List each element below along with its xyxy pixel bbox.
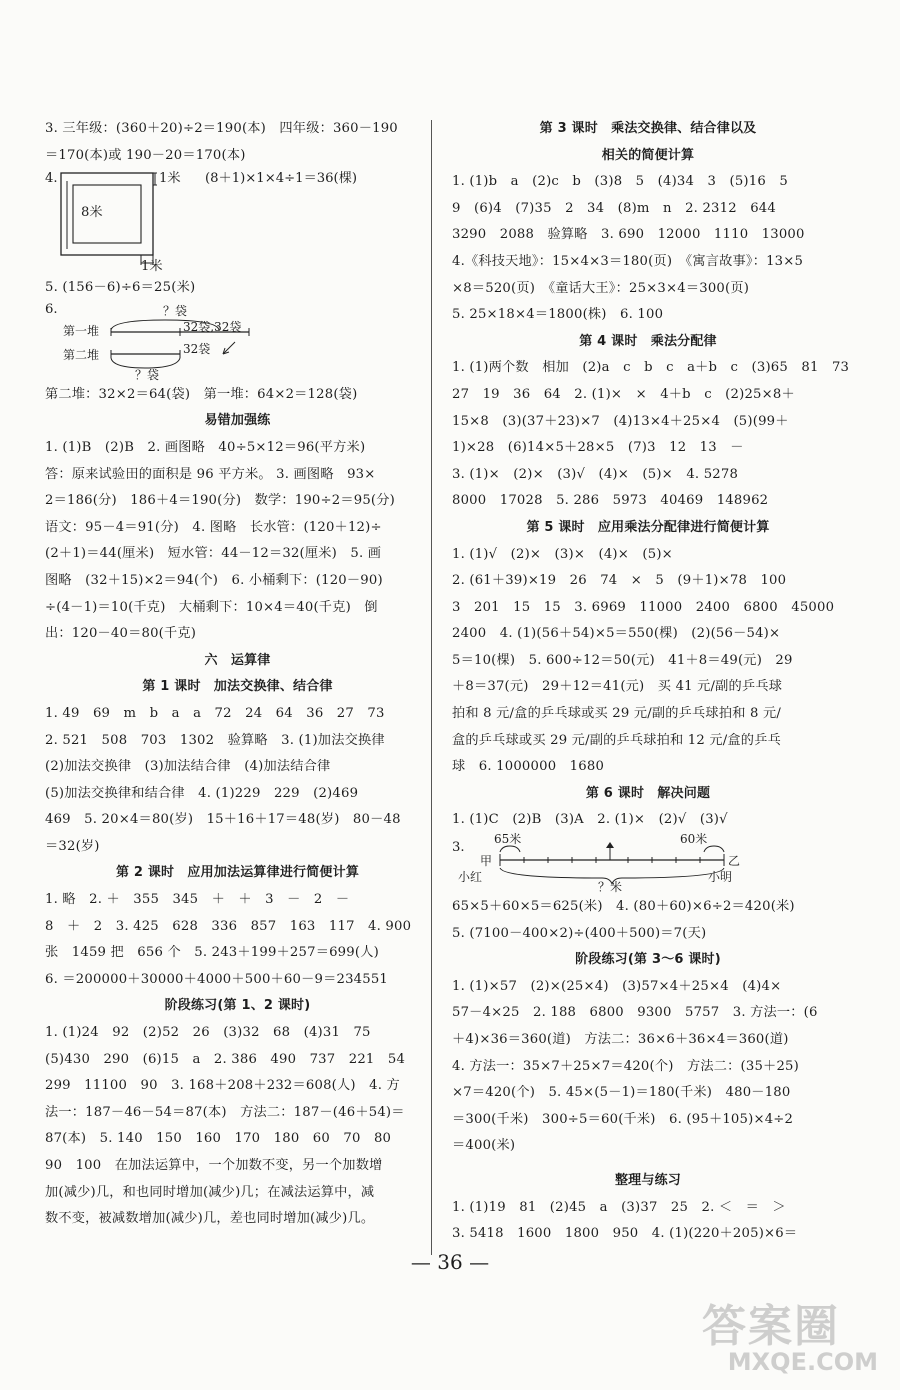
answer-line: 球 6. 1000000 1680: [452, 759, 605, 775]
lesson-heading: 相关的简便计算: [601, 147, 695, 163]
point-yi: 乙: [728, 854, 741, 869]
question-number: 3.: [452, 840, 465, 856]
lesson-heading: 第 5 课时 应用乘法分配律进行简便计算: [526, 519, 770, 535]
answer-line: 2. (61＋39)×19 26 74 × 5 (9＋1)×78 100: [452, 573, 787, 589]
left-distance: 65米: [494, 832, 522, 847]
answer-line: (5)430 290 (6)15 a 2. 386 490 737 221 54: [45, 1051, 406, 1067]
answer-line: 3290 2088 验算略 3. 690 12000 1110 13000: [452, 227, 805, 243]
left-column: [45, 116, 430, 1233]
pile-two-bags: 32袋: [183, 341, 211, 356]
answer-line: 法一：187－46－54＝87(本) 方法二：187－(46＋54)＝: [45, 1104, 405, 1120]
answer-line: 469 5. 20×4＝80(岁) 15＋16＋17＝48(岁) 80－48: [45, 812, 401, 828]
answer-line: 1. (1)24 92 (2)52 26 (3)32 68 (4)31 75: [45, 1025, 371, 1041]
answer-line: 拍和 8 元/盒的乒乓球或买 29 元/副的乒乓球拍和 8 元/: [452, 706, 782, 722]
figure-walk: [452, 834, 844, 894]
review-heading: 整理与练习: [614, 1172, 681, 1188]
answer-line: 1. 略 2. ＋ 355 345 ＋ ＋ 3 － 2 －: [45, 892, 350, 908]
pile-one-bags: 32袋,32袋: [183, 319, 242, 334]
answer-line: 5＝10(棵) 5. 600÷12＝50(元) 41＋8＝49(元) 29: [452, 652, 793, 668]
answer-line: 1)×28 (6)14×5＋28×5 (7)3 12 13 －: [452, 440, 744, 456]
answer-line: 3. (1)× (2)× (3)√ (4)× (5)× 4. 5278: [452, 466, 739, 482]
answer-line: ×7＝420(个) 5. 45×(5－1)＝180(千米) 480－180: [452, 1085, 791, 1101]
answer-line: 1. 49 69 m b a a 72 24 64 36 27 73: [45, 705, 385, 721]
answer-line: 1. (1)19 81 (2)45 a (3)37 25 2. ＜ ＝ ＞: [452, 1199, 786, 1215]
answer-line: 1. (1)C (2)B (3)A 2. (1)× (2)√ (3)√: [452, 812, 728, 828]
question-number: 4.: [45, 171, 58, 187]
total-question: ？米: [598, 880, 623, 895]
unit-heading: 六 运算律: [204, 652, 271, 668]
answer-line: 1. (1)两个数 相加 (2)a c b c a＋b c (3)65 81 73: [452, 360, 850, 376]
answer-line: ＝300(千米) 300÷5＝60(千米) 6. (95＋105)×4÷2: [452, 1111, 794, 1127]
question-number: 6.: [45, 301, 58, 317]
figure-bags: [45, 302, 430, 382]
garden-diagram: [45, 169, 205, 275]
answer-line: ＝400(米): [452, 1138, 516, 1154]
answer-line: ＝32(岁): [45, 838, 100, 854]
answer-line: 2＝186(分) 186＋4＝190(分) 数学：190÷2＝95(分): [45, 493, 396, 509]
pile-one-label: 第一堆: [63, 323, 100, 338]
total-question: ？袋: [163, 303, 188, 318]
answer-line: 4. 方法一：35×7＋25×7＝420(个) 方法二：(35＋25): [452, 1058, 799, 1074]
width-label: 1米: [159, 171, 181, 187]
gap-label: 1米: [141, 259, 163, 275]
page-number: — 36 —: [410, 1250, 490, 1274]
practice-heading: 阶段练习(第 1、2 课时): [164, 998, 311, 1014]
answer-line: ÷(4－1)＝10(千克) 大桶剩下：10×4＝40(千克) 倒: [45, 599, 378, 615]
watermark-url: MXQE.COM: [727, 1348, 878, 1376]
answer-line: ×8＝520(页) 《童话大王》：25×3×4＝300(页): [452, 280, 750, 296]
answer-line: 9 (6)4 (7)35 2 34 (8)m n 2. 2312 644: [452, 200, 776, 216]
practice-heading: 阶段练习(第 3～6 课时): [575, 952, 721, 968]
answer-line: 87(本) 5. 140 150 160 170 180 60 70 80: [45, 1131, 392, 1147]
answer-line: 盒的乒乓球或买 29 元/副的乒乓球拍和 12 元/盒的乒乓: [452, 732, 781, 748]
lesson-heading: 第 6 课时 解决问题: [585, 785, 711, 801]
xiaoming-label: 小明: [708, 870, 733, 885]
answer-line: 加(减少)几，和也同时增加(减少)几；在减法运算中，减: [45, 1184, 375, 1200]
section-heading: 易错加强练: [204, 413, 271, 429]
answer-line: 65×5＋60×5＝625(米) 4. (80＋60)×6÷2＝420(米): [452, 899, 795, 915]
right-column: [452, 116, 850, 1248]
xiaohong-label: 小红: [458, 870, 483, 885]
answer-line: 1. (1)B (2)B 2. 画图略 40÷5×12＝96(平方米): [45, 439, 366, 455]
answer-line: ＝170(本)或 190－20＝170(本): [45, 147, 246, 163]
answer-line: 5. 25×18×4＝1800(株) 6. 100: [452, 307, 664, 323]
column-divider: [431, 120, 432, 1255]
answer-line: 57－4×25 2. 188 6800 9300 5757 3. 方法一：(6: [452, 1005, 818, 1021]
answer-line: 3 201 15 15 3. 6969 11000 2400 6800 45000: [452, 599, 835, 615]
answer-line: 8000 17028 5. 286 5973 40469 148962: [452, 493, 769, 509]
answer-line: 1. (1)b a (2)c b (3)8 5 (4)34 3 (5)16 5: [452, 174, 788, 190]
answer-line: 3. 三年级：(360＋20)÷2＝190(本) 四年级：360－190: [45, 121, 398, 136]
answer-line: 1. (1)×57 (2)×(25×4) (3)57×4＋25×4 (4)4×: [452, 978, 782, 994]
length-label: 8米: [81, 205, 103, 221]
point-jia: 甲: [480, 854, 493, 869]
pile-two-question: ？袋: [135, 367, 160, 382]
lesson-heading: 第 2 课时 应用加法运算律进行简便计算: [115, 865, 360, 881]
lesson-heading: 第 1 课时 加法交换律、结合律: [142, 679, 333, 695]
answer-line: 5. (156－6)÷6＝25(米): [45, 280, 196, 296]
answer-line: 299 11100 90 3. 168＋208＋232＝608(人) 4. 方: [45, 1078, 400, 1094]
answer-line: 1. (1)√ (2)× (3)× (4)× (5)×: [452, 546, 673, 562]
answer-line: (2)加法交换律 (3)加法结合律 (4)加法结合律: [45, 759, 331, 775]
lesson-heading: 第 3 课时 乘法交换律、结合律以及: [539, 121, 757, 136]
watermark-logo: 答案圈: [702, 1301, 840, 1352]
answer-line: ＋8＝37(元) 29＋12＝41(元) 买 41 元/副的乒乓球: [452, 679, 783, 695]
answer-line: 15×8 (3)(37＋23)×7 (4)13×4＋25×4 (5)(99＋: [452, 413, 789, 429]
pile-two-label: 第二堆: [63, 347, 100, 362]
answer-line: 3. 5418 1600 1800 950 4. (1)(220＋205)×6＝: [452, 1226, 798, 1242]
answer-line: ＋4)×36＝360(道) 方法二：36×6＋36×4＝360(道): [452, 1032, 789, 1047]
figure-garden: [45, 169, 430, 275]
answer-line: 5. (7100－400×2)÷(400＋500)＝7(天): [452, 925, 707, 941]
answer-line: 张 1459 把 656 个 5. 243＋199＋257＝699(人): [45, 945, 379, 961]
answer-line: 出：120－40＝80(千克): [45, 626, 197, 642]
answer-line: 数不变，被减数增加(减少)几，差也同时增加(减少)几。: [45, 1211, 375, 1227]
answer-line: (5)加法交换律和结合律 4. (1)229 229 (2)469: [45, 785, 359, 801]
answer-line: 4.《科技天地》：15×4×3＝180(页) 《寓言故事》：13×5: [452, 253, 804, 269]
answer-line: (2＋1)＝44(厘米) 短水管：44－12＝32(厘米) 5. 画: [45, 546, 382, 562]
lesson-heading: 第 4 课时 乘法分配律: [579, 333, 717, 349]
answer-line: 6. ＝200000＋30000＋4000＋500＋60－9＝234551: [45, 971, 389, 987]
right-distance: 60米: [680, 832, 708, 847]
answer-line: 90 100 在加法运算中，一个加数不变，另一个加数增: [45, 1158, 383, 1173]
answer-line: 2. 521 508 703 1302 验算略 3. (1)加法交换律: [45, 732, 385, 748]
formula: (8＋1)×1×4÷1＝36(棵): [205, 171, 358, 187]
answer-line: 8 ＋ 2 3. 425 628 336 857 163 117 4. 900: [45, 918, 412, 934]
answer-line: 语文：95－4＝91(分) 4. 图略 长水管：(120＋12)÷: [45, 519, 382, 535]
answer-line: 答：原来试验田的面积是 96 平方米。 3. 画图略 93×: [45, 466, 376, 482]
answer-line: 图略 (32＋15)×2＝94(个) 6. 小桶剩下：(120－90): [45, 572, 383, 588]
answer-line: 第二堆：32×2＝64(袋) 第一堆：64×2＝128(袋): [45, 386, 358, 402]
answer-line: 2400 4. (1)(56＋54)×5＝550(棵) (2)(56－54)×: [452, 626, 781, 642]
watermark: [702, 1290, 882, 1382]
answer-line: 27 19 36 64 2. (1)× × 4＋b c (2)25×8＋: [452, 386, 795, 402]
